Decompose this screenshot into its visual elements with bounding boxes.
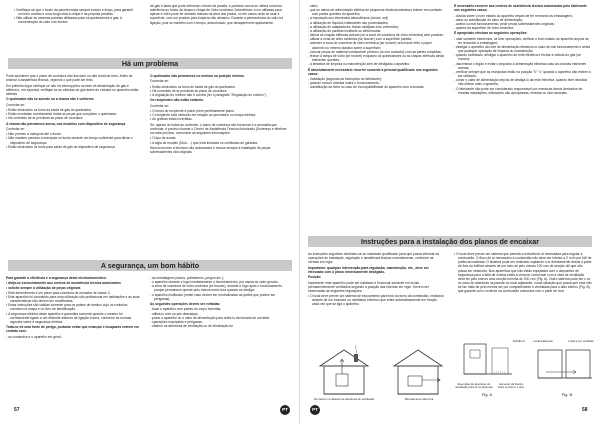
list-item: - a zona de cozedura de vidro cerâmica (se houver), durante e logo após o funcionamento, porque permanece quente pelo menos meia hora quando se desliga; (150, 284, 290, 292)
list-item: - a utilização de adaptadores, fichas múltiplas e/ou extensões; (308, 25, 444, 29)
subheading: O queimador não se acende ou a chama não é uniforme. (6, 97, 95, 102)
section-band-problem: Há um problema (8, 58, 292, 69)
paragraph: Para garantir a eficiência e a segurança deste electrodoméstico: (6, 276, 107, 280)
left-top-col1 (14, 8, 136, 48)
label: Controlar se: (150, 79, 169, 84)
list-item: - substituição da ficha no caso de incompatibilidade do aparelho com a tomada. (308, 85, 444, 89)
fig-b-label: Fig. B (561, 392, 573, 397)
subheading: Posição (308, 275, 321, 280)
list-item: - calor; (308, 4, 444, 8)
paragraph: Se, apesar de todas as controles, o plano de cozedura não funcionar e a anomalia que continuar, é preciso chamar o Centro de Assistência Técnica Autorizado (Endereço e telefone na mais próximo, comunicar as seguintes informações: (150, 122, 287, 135)
list-item: - quebra da superfície de vidro cerâmica. (454, 26, 592, 30)
subheading: A chama não permanece acesa, nos modelos com dispositivo de segurança. (6, 121, 127, 126)
figure-caption: Exemplos de aberturas de ventilação para ar comburente (455, 383, 493, 390)
list-item: - a utilização de líquidos inflamáveis nas proximidades; (308, 21, 444, 25)
right-lower-col2 (454, 252, 592, 340)
list-item: - avaria ou mal funcionamento, pedir peças sobressalentes originais; (454, 22, 592, 26)
list-item: • Estão obstruídos os furos para saída de gás do dispositivo de segurança. (6, 145, 140, 149)
list-item: • Não mantem premido a manípula no fundo durante um tempo suficiente para ativar o dispositivo de segurança. (6, 136, 140, 144)
list-item: • dirija-se exclusivamente aos centros de assistência técnica autorizados (6, 281, 140, 285)
fig-a-diagram (460, 340, 516, 382)
list-item: - puxar o aparelho ou o cabo de alimentação para retirá-lo da tomada de corrente; (150, 316, 290, 320)
label: Controlar se: (6, 126, 25, 131)
left-mid-col1 (6, 74, 140, 254)
language-badge: PT (280, 405, 290, 415)
list-item: - deixar as chapas elétricas acesas (ou a zona de cozedura de vidro cerâmica) sem panelas; (308, 33, 444, 37)
list-item: - a exposição aos elementos atmosféricos (chuva, sol); (308, 16, 444, 20)
list-item: - dano ou substituição do cabo de alimentação; (454, 18, 592, 22)
paragraph: Pode acontecer que o plano de cozedura não funcione ou não funcione bem. Antes de chamar a assistência técnica, vejamos o que pode ser feito. (6, 74, 133, 83)
fig-b-diagram (536, 344, 594, 386)
paragraph: Importante: qualquer intervenção para regulação, manutenção, etc., deve ser efectuado com o plano electricamente desligado. (308, 265, 429, 274)
list-item: - obstruir as aberturas de ventilação ou de eliminação de (150, 324, 290, 328)
list-item: - o aparelho inutilizado (neste caso devem ser neutralizadas as partes que podem ser perigosas). (150, 293, 290, 301)
right-col2 (454, 4, 592, 204)
list-item: - utilizar a zona de vidro cerâmica (se houver) com a superfície partida; (308, 37, 444, 41)
list-item: • A regulação do mínimo não é correta (ler o parágrafo "Regulação do mínimo"). (150, 93, 290, 97)
list-item: - acender a zona de cozedura de vidro cerâmica (se houver) sem haver feito o papel alumínio ou mesmo plástico sobre a superfície; (308, 41, 444, 49)
list-item: • O local deve prever um sistema que permita a entrada de ar necessária para regular a combustão. O fluxo de ar necessário à combustão não deve ser inferior a 2 m³/h por kW de potência instalada. O sistema pode ser realizado captando o ar directamente desde a parte de fora do edifício através de um tubo de pelo menos 100 cm² de secção útil que não possa ser obstruído. Nos aparelhos que não estão equipados com o dispositivo de segurança para a falta de chama estes a cima de comunicar com a vista de ventilação deve ter pelo menos uma secção mínima de 200 cm² (Fig. A). Outro sistema pode ser o ar, no caso de aberturas na parede do local adjacente, numa situação que possa que esta não se faz mais de pelo menos ser por compartimento e ventiladas para o lado interno (Fig. B), que garante com o exterior da combustão comunica com o parte de fora. (454, 252, 592, 294)
list-item: - verificar sempre que as manípulas estão na posição "0" "o" quando o aparelho não estiver a ser utilizado; (454, 70, 592, 78)
list-item: - a utilização de panelas instáveis ou deformadas; (308, 29, 444, 33)
list-item: - quando inutilizado, desligar o aparelho da rede eléctrica e fechar a válvula do gás (se houver); (454, 53, 592, 61)
house-ventilation-diagram-1 (314, 346, 374, 398)
list-item: - utilizá-lo com os pés descalços; (150, 312, 290, 316)
list-item: • As grelhas estão invertidas. (150, 117, 290, 121)
subheading: Os recipientes não estão estáveis. (150, 98, 204, 103)
page-number: 58 (582, 407, 588, 413)
label: Controlar se: (150, 103, 169, 108)
list-item: • Estas instruções são válidas somente para os países de destino cujo os símbolos constam na chapa e no livro de identificação. (6, 303, 140, 311)
list-item: - discriminar o fogão e evitar o depósito à alimentação eléctrica caso as chamas estiverem acesas; (454, 62, 592, 70)
figure-caption: No interior ou através de aberturas de ventilação (313, 398, 375, 401)
list-item: - a tentativa de limpeza ou manutenção sem ter desligado o aparelho. (308, 62, 444, 66)
list-item: • Não premeu a manípula até o fundo. (6, 132, 140, 136)
figure-label: Local a ser ventilado (568, 340, 594, 343)
list-item: • Não utilizar as mesmas panelas utilizadas para os queimadores a gás. A concentração do calor nos fundos (14, 16, 136, 24)
list-item: • O recipiente está centrado em relação ao queimador ou chapa elétrica. (150, 113, 290, 117)
list-item: • Há correntes de ar próximas ao plano de cozedura. (150, 89, 290, 93)
list-item: • A segurança elétrica deste aparelho é garantida somente quando o mesmo for corretamente ligado a um eficiente sistema de ligação à terra, conforme as normas vigentes sobre a segurança elétrica. (6, 312, 140, 324)
list-item: - o aparelho durante e logo imediatamente o funcionamento, por causa do calor gerado; (150, 280, 290, 284)
label: Controlar se: (6, 102, 25, 107)
list-item: - as embalagens (sacos, poliestireno, pregos etc.); (150, 276, 290, 280)
paragraph: Trata-se de uma fonte de perigo, portanto evitar que crianças e incapazes entrem em contato com: (6, 325, 139, 334)
subheading: O queimador não permanece no mínimo na posição mínimo. (150, 74, 245, 78)
list-item: • solicite sempre a utilização de peças originais (6, 286, 140, 290)
list-item: - cortar o cabo de alimentação depois de desligá-lo da rede eléctrica, quando tiver decidido não utilizar mais o aparelho. (454, 78, 592, 86)
paragraph: de gás é tanta que pode deformar o fundo da panela, e portanto nunca se obtera uma boa aderência ao fundo da chapa e chapa de Vidro cerâmica. Advertência: a cor utilizada para aplicar e vidro pode ter deixado marcas na área dos pratos, ou em casos onde se usar a superfície, com um produto para limpeza não abrasivo. Durante a permanência do vidro há ligação, pois se mantém com o tempo, descolorado, que desaparecerá rapidamente. (150, 4, 284, 25)
figure-caption: Aumento da fissura entre a porta e o piso (497, 383, 525, 390)
list-item: • Estão montadas corretamente todas as peças que compõem o queimador. (6, 112, 140, 116)
figure-label: Local adjacente (533, 340, 553, 343)
list-item: - os comandos e o aparelho em geral; (6, 335, 140, 339)
list-item: - que os cabos de alimentação elétrica de pequenos electrodomésticos entrem em contacto com partes quentes do aparelho; (308, 8, 444, 16)
language-badge: PT (310, 405, 320, 415)
fig-a-label: Fig. A (481, 392, 493, 397)
list-item: - colocar peças de material combustível próximo (ou em contacto) com as partes rompidas; (308, 50, 444, 54)
page-number: 57 (14, 407, 20, 413)
section-band-installation: Instruções para a instalação dos planos de encaixar (308, 236, 592, 247)
right-page (300, 0, 600, 424)
list-item: - fechar a tampa de vidro (se houver) enquanto os queimadores ou as chapas elétricas ainda estiverem quentes; (308, 54, 444, 62)
right-col1 (308, 4, 444, 204)
paragraph: As seguintes operações devem ser evitadas: (150, 302, 221, 307)
list-item: • Estão obstruídos os furos da saída de gás do queimador. (6, 108, 140, 112)
house-ventilation-diagram-2 (388, 346, 448, 398)
list-item: • Este aparelho foi concebido para uma utilização não profissional em habitações e as suas características não devem ser modificadas. (6, 295, 140, 303)
left-top-col2 (150, 4, 288, 52)
list-item: - O fabricante não pode ser considerado responsável por eventuais danos derivados de: erradas instalações, utilizações não apropriadas, erradas ou não racionais. (454, 87, 592, 95)
paragraph: É necessário recorrer aos centros de assistência técnica autorizados pelo fabricante nos seguintes casos: (454, 4, 587, 13)
list-item: - quando houver dúvidas sobre o funcionamento; (308, 81, 444, 85)
right-lower-col1 (308, 252, 444, 344)
list-item: - tocar o aparelho com partes do corpo húmidas; (150, 307, 290, 311)
list-item: • Certifique-se que o fundo da panela esteja sempre enxuto e limpo, para garantir um bom contato e uma longa vida à chapa e às próprias panelas. (14, 8, 136, 16)
left-lower-col2 (150, 276, 290, 402)
section-band-safety: A segurança, um bom hábito (8, 260, 292, 271)
list-item: - operações impróprias e perigosas; (150, 320, 290, 324)
figure-caption: Directamente para fora (404, 398, 434, 401)
list-item: - dúvida sobre o bom estado do aparelho depois de ter removido as embalagens; (454, 14, 592, 18)
paragraph: As instruções seguintes destinam-se ao instalador qualificado para que possa efectuar as operações de instalação, regulação e assistência técnica correctamente, conforme as normas em vigor. (308, 252, 440, 265)
paragraph: Em primeiro lugar verifique se não há interrupções na rede de alimentação de gás e elétrica e, em especial, verifique se as válvulas do gás antes do entrada no aparelho estão abertas. (6, 83, 139, 96)
left-mid-col2 (150, 74, 290, 254)
paragraph: É apropriado efectuar as seguintes operações: (454, 31, 528, 36)
list-item: • O fundo do recipiente é plano (nem perfeitamente plano. (150, 109, 290, 113)
list-item: • Há correntes de ar próximas ao plano de cozedura. (6, 116, 140, 120)
list-item: - desligar o aparelho da rede de alimentação eléctrica no caso de mal funcionamento e antes que qualquer operação de limpeza ou manutenção; (454, 45, 592, 53)
paragraph: É absolutamente necessário recorrer somente a pessoal qualificado nos seguintes casos: (308, 67, 438, 76)
list-item: • O tipo de avaria. (150, 136, 290, 140)
list-item: • Estão obstruídos os furos de saída de gás do queimador. (150, 85, 290, 89)
figure-label: Detalhe A (512, 340, 526, 343)
list-item: • Este fornecimento é um plano para cozedura de encastar de classe 3. (6, 291, 140, 295)
list-item: • O local deve prever um sistema de escoamento para fora do fumo da combustão, realizado através de um exaustor ou ventilador eléctrico que entre automaticamente em função cada vez que se liga o aparelho. (308, 294, 444, 306)
list-item: • A sigla do modelo (Mod. ...) que está indicada no certificado de garantia. (150, 141, 290, 145)
list-item: - usar somente elementos, se tiver operações, verificar o bom estado do aparelho depois de ter removido a embalagem; (454, 37, 592, 45)
paragraph: Nunca recorrer a técnicos não autorizados e recuse sempre a instalação de peças sobressalentes não originais. (150, 145, 271, 154)
left-lower-col1 (6, 276, 140, 402)
paragraph: Importante: este aparelho pode ser instalado e funcionar somente em locais permanentemente ventilados segundo a posição das Normas em vigor. Devem ser observadas as seguintes regulações: (308, 280, 429, 293)
list-item: - instalação (segundo as instruções do fabricante); (308, 77, 444, 81)
